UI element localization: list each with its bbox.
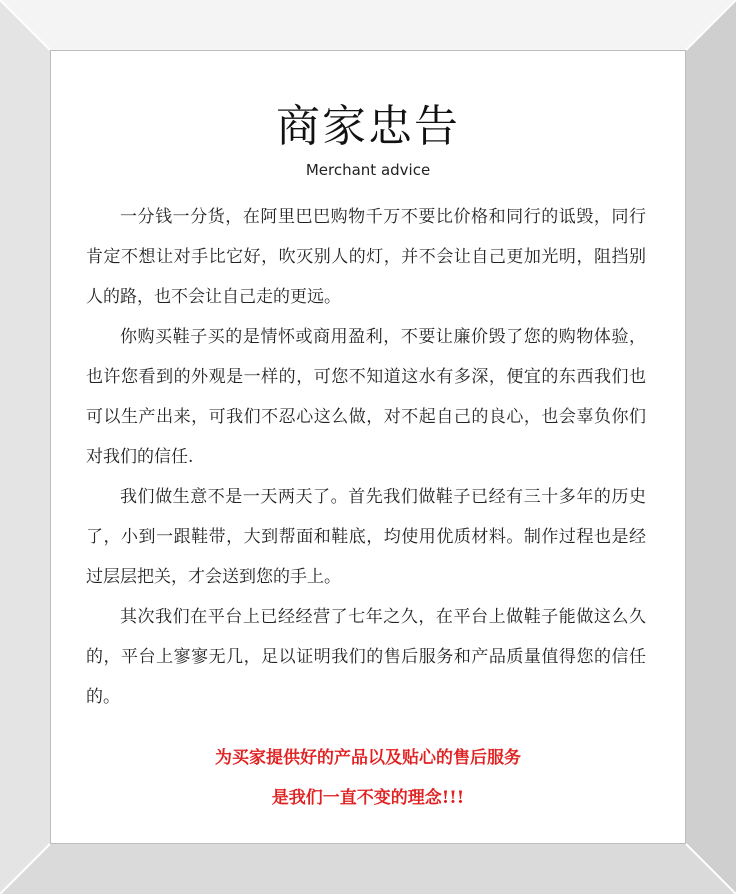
closing-line-2: 是我们一直不变的理念!!!	[271, 788, 465, 808]
notice-paper	[50, 50, 686, 844]
notice-title: 商家忠告	[276, 101, 460, 152]
paragraph-price-advice: 一分钱一分货，在阿里巴巴购物千万不要比价格和同行的诋毁，同行肯定不想让对手比它好，吹灭别人的灯，并不会让自己更加光明，阻挡别人的路，也不会让自己走的更远。	[86, 207, 646, 307]
paragraph-platform-experience: 其次我们在平台上已经经营了七年之久，在平台上做鞋子能做这么久的，平台上寥寥无几，足以证明我们的售后服务和产品质量值得您的信任的。	[86, 607, 646, 707]
closing-statement	[50, 738, 686, 818]
paragraph-company-history: 我们做生意不是一天两天了。首先我们做鞋子已经有三十多年的历史了，小到一跟鞋带，大到帮面和鞋底，均使用优质材料。制作过程也是经过层层把关，才会送到您的手上。	[86, 487, 646, 587]
paragraph-quality-advice: 你购买鞋子买的是情怀或商用盈利，不要让廉价毁了您的购物体验，也许您看到的外观是一样的，可您不知道这水有多深，便宜的东西我们也可以生产出来，可我们不忍心这么做，对不起自己的良心，也会辜负你们对我们的信任.	[86, 327, 646, 467]
closing-line-1: 为买家提供好的产品以及贴心的售后服务	[215, 748, 521, 768]
notice-subtitle: Merchant advice	[305, 161, 431, 179]
notice-body	[86, 197, 646, 717]
